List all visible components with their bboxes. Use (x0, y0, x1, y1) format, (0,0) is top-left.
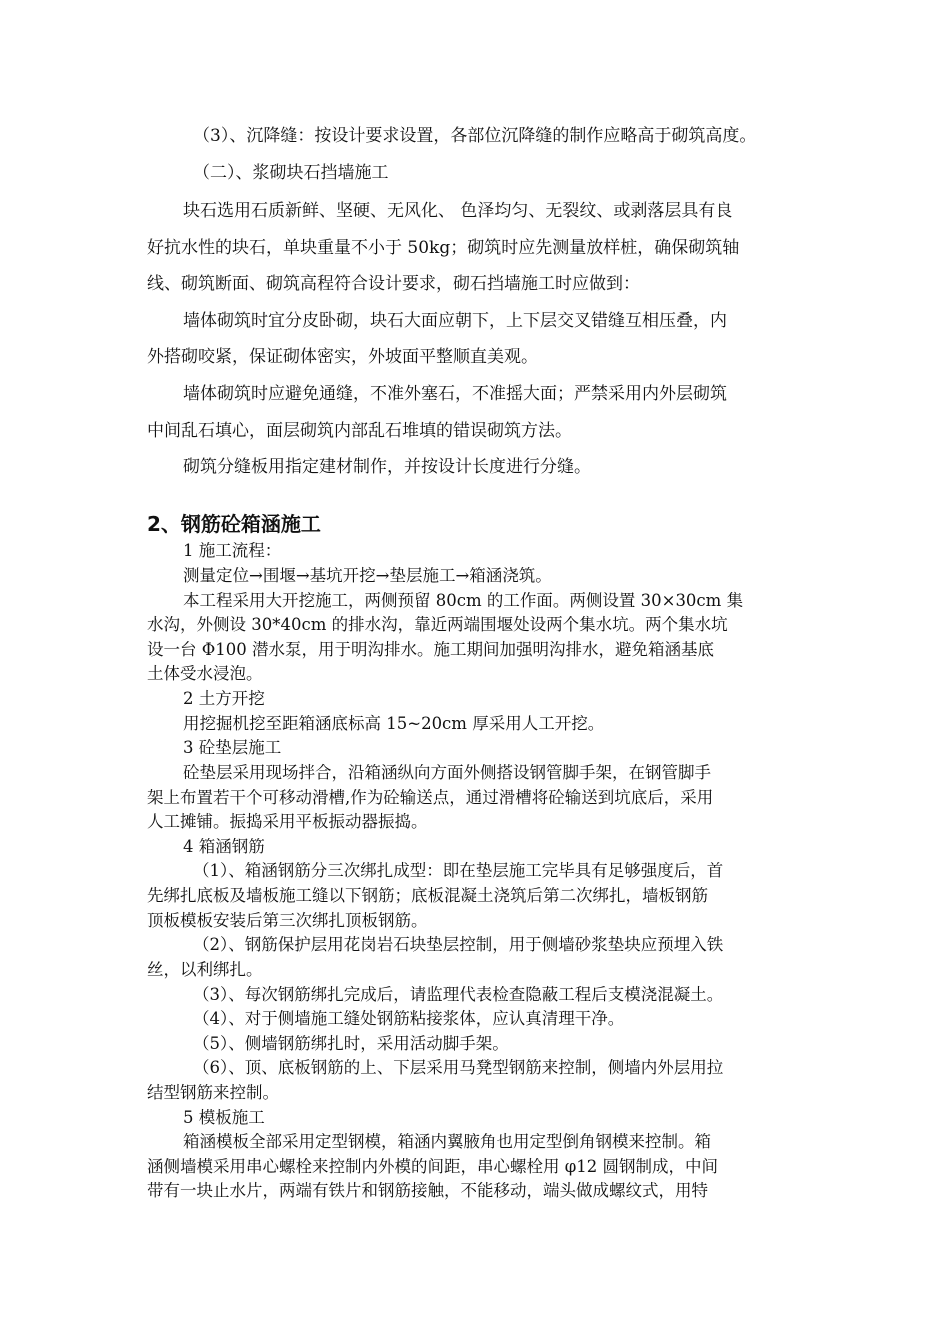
paragraph-line: （1）、箱涵钢筋分三次绑扎成型：即在垫层施工完毕具有足够强度后，首 (193, 861, 724, 880)
paragraph-line: 好抗水性的块石，单块重量不小于 50kg；砌筑时应先测量放样桩，确保砌筑轴 (147, 238, 740, 258)
paragraph-line: 测量定位→围堰→基坑开挖→垫层施工→箱涵浇筑。 (183, 566, 552, 585)
paragraph-line: 块石选用石质新鲜、坚硬、无风化、 色泽均匀、无裂纹、或剥落层具有良 (183, 201, 733, 221)
paragraph-line: 先绑扎底板及墙板施工缝以下钢筋；底板混凝土浇筑后第二次绑扎，墙板钢筋 (147, 886, 708, 905)
paragraph-line: 丝，以利绑扎。 (147, 960, 263, 979)
paragraph-line: 涵侧墙模采用串心螺栓来控制内外模的间距，串心螺栓用 φ12 圆钢制成，中间 (147, 1157, 719, 1176)
paragraph-line: 顶板模板安装后第三次绑扎顶板钢筋。 (147, 911, 428, 930)
paragraph-line: 用挖掘机挖至距箱涵底标高 15~20cm 厚采用人工开挖。 (183, 714, 605, 733)
paragraph-line: 水沟，外侧设 30*40cm 的排水沟，靠近两端围堰处设两个集水坑。两个集水坑 (147, 615, 728, 634)
paragraph-line: （3）、每次钢筋绑扎完成后，请监理代表检查隐蔽工程后支模浇混凝土。 (193, 985, 724, 1004)
paragraph-line: 中间乱石填心，面层砌筑内部乱石堆填的错误砌筑方法。 (147, 421, 572, 441)
paragraph-line: 结型钢筋来控制。 (147, 1083, 279, 1102)
paragraph-line: 架上布置若干个可移动滑槽,作为砼输送点，通过滑槽将砼输送到坑底后，采用 (147, 788, 714, 807)
paragraph-line: （4）、对于侧墙施工缝处钢筋粘接浆体，应认真清理干净。 (193, 1009, 625, 1028)
paragraph-line: （5）、侧墙钢筋绑扎时，采用活动脚手架。 (193, 1034, 509, 1053)
section-heading: 2、钢筋砼箱涵施工 (147, 512, 321, 536)
paragraph-line: 砌筑分缝板用指定建材制作，并按设计长度进行分缝。 (183, 457, 591, 477)
paragraph-line: 人工摊铺。振捣采用平板振动器振捣。 (147, 812, 428, 831)
step-heading: 3 砼垫层施工 (183, 738, 282, 757)
step-heading: 2 土方开挖 (183, 689, 265, 708)
step-heading: 5 模板施工 (183, 1108, 265, 1127)
paragraph-line: （6）、顶、底板钢筋的上、下层采用马凳型钢筋来控制，侧墙内外层用拉 (193, 1058, 724, 1077)
paragraph-line: 墙体砌筑时应避免通缝，不准外塞石，不准摇大面；严禁采用内外层砌筑 (183, 384, 727, 404)
step-heading: 4 箱涵钢筋 (183, 837, 265, 856)
paragraph-line: 砼垫层采用现场拌合，沿箱涵纵向方面外侧搭设钢管脚手架，在钢管脚手 (183, 763, 711, 782)
paragraph-line: 带有一块止水片，两端有铁片和钢筋接触，不能移动，端头做成螺纹式，用特 (147, 1181, 708, 1200)
paragraph-line: 土体受水浸泡。 (147, 664, 263, 683)
paragraph-line: 线、砌筑断面、砌筑高程符合设计要求，砌石挡墙施工时应做到： (147, 274, 640, 294)
paragraph-line: 设一台 Φ100 潜水泵，用于明沟排水。施工期间加强明沟排水，避免箱涵基底 (147, 640, 715, 659)
paragraph-line: 外搭砌咬紧，保证砌体密实，外坡面平整顺直美观。 (147, 347, 538, 367)
paragraph-line: 本工程采用大开挖施工，两侧预留 80cm 的工作面。两侧设置 30×30cm 集 (183, 591, 744, 610)
paragraph-line: （2）、钢筋保护层用花岗岩石块垫层控制，用于侧墙砂浆垫块应预埋入铁 (193, 935, 724, 954)
section-subheading: （二）、浆砌块石挡墙施工 (193, 163, 389, 183)
paragraph-line: 墙体砌筑时宜分皮卧砌，块石大面应朝下，上下层交叉错缝互相压叠，内 (183, 311, 727, 331)
paragraph-line: （3）、沉降缝：按设计要求设置，各部位沉降缝的制作应略高于砌筑高度。 (193, 126, 757, 146)
paragraph-line: 箱涵模板全部采用定型钢模，箱涵内翼腋角也用定型倒角钢模来控制。箱 (183, 1132, 711, 1151)
step-heading: 1 施工流程： (183, 541, 282, 560)
